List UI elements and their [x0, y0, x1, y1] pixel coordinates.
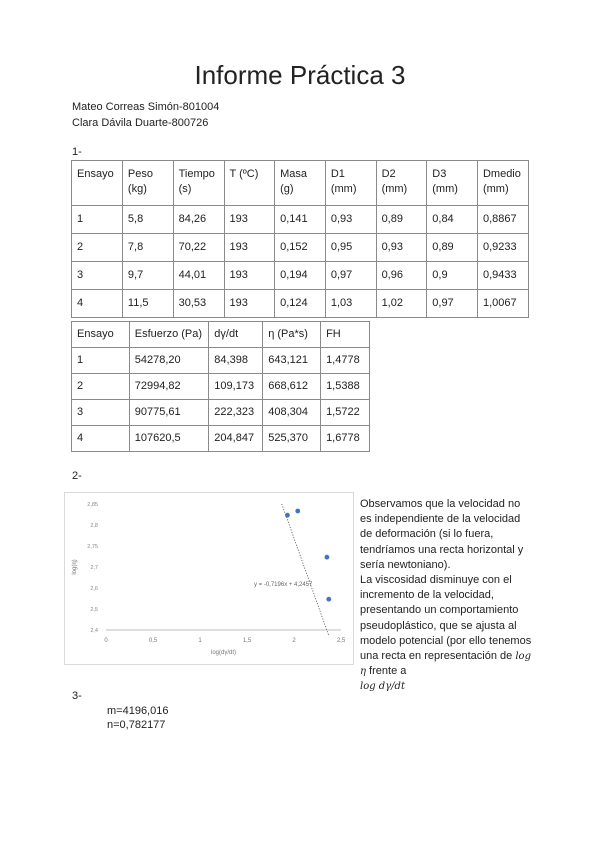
math-log-eta: log η	[360, 651, 531, 678]
samples-table-row	[72, 234, 529, 262]
section-1-label: 1-	[72, 146, 82, 158]
results-table-cell: 668,612	[263, 374, 321, 400]
data-point	[285, 513, 290, 518]
samples-table-cell: 0,152	[275, 234, 326, 262]
y-tick-label: 2,75	[87, 544, 98, 550]
results-table-cell: 525,370	[263, 426, 321, 452]
samples-table-cell: 0,93	[325, 206, 376, 234]
samples-table-header-cell: Ensayo	[72, 161, 123, 206]
y-tick-label: 2,6	[90, 586, 98, 592]
samples-table-cell: 70,22	[173, 234, 224, 262]
samples-table-cell: 5,8	[122, 206, 173, 234]
result-m: m=4196,016	[107, 705, 169, 717]
samples-table-header-cell: Peso (kg)	[122, 161, 173, 206]
samples-table-row	[72, 290, 529, 318]
samples-table-cell: 193	[224, 262, 275, 290]
results-table-cell: 2	[72, 374, 130, 400]
samples-table-cell: 84,26	[173, 206, 224, 234]
x-tick-label: 0	[104, 638, 108, 644]
y-tick-label: 2,8	[90, 523, 98, 529]
samples-table-row	[72, 206, 529, 234]
results-table-cell: 204,847	[209, 426, 263, 452]
results-table-cell: 90775,61	[129, 400, 209, 426]
y-tick-label: 2,4	[90, 628, 98, 634]
x-tick-label: 2,5	[336, 638, 346, 644]
samples-table-header-cell: Masa (g)	[275, 161, 326, 206]
results-table-cell: 3	[72, 400, 130, 426]
samples-table-cell: 11,5	[122, 290, 173, 318]
results-table-header-cell: dγ/dt	[209, 322, 263, 348]
x-tick-label: 0,5	[148, 638, 158, 644]
samples-table-cell: 3	[72, 262, 123, 290]
samples-table-cell: 1,02	[376, 290, 427, 318]
results-table-cell: 1,5722	[321, 400, 370, 426]
y-tick-label: 2,5	[90, 607, 98, 613]
data-point	[326, 597, 331, 602]
samples-table-header-cell: T (ºC)	[224, 161, 275, 206]
results-table-header-cell: Ensayo	[72, 322, 130, 348]
samples-table-cell: 0,97	[427, 290, 478, 318]
samples-table-cell: 0,124	[275, 290, 326, 318]
samples-table-header-cell: Tiempo (s)	[173, 161, 224, 206]
y-tick-label: 2,85	[87, 502, 98, 508]
samples-table-cell: 0,9233	[477, 234, 528, 262]
document-title: Informe Práctica 3	[194, 60, 406, 90]
samples-table-row	[72, 262, 529, 290]
samples-table-header-cell: D1 (mm)	[325, 161, 376, 206]
results-table-header-cell: Esfuerzo (Pa)	[129, 322, 209, 348]
samples-table-cell: 0,95	[325, 234, 376, 262]
results-table-cell: 1,4778	[321, 348, 370, 374]
samples-table-cell: 0,9	[427, 262, 478, 290]
samples-table-cell: 1	[72, 206, 123, 234]
results-table-row	[72, 348, 370, 374]
samples-table-cell: 44,01	[173, 262, 224, 290]
results-table-cell: 72994,82	[129, 374, 209, 400]
samples-table-cell: 0,141	[275, 206, 326, 234]
data-point	[325, 555, 330, 560]
samples-table-cell: 1,03	[325, 290, 376, 318]
samples-table-cell: 30,53	[173, 290, 224, 318]
samples-table-cell: 0,97	[325, 262, 376, 290]
y-tick-label: 2,7	[90, 565, 98, 571]
x-tick-label: 1,5	[242, 638, 252, 644]
samples-table-cell: 193	[224, 234, 275, 262]
viscosity-scatter-chart	[64, 492, 354, 665]
y-axis-label: log(η)	[72, 559, 78, 575]
trendline-equation: y = -0,7196x + 4,2457	[254, 582, 313, 588]
results-table-cell: 408,304	[263, 400, 321, 426]
analysis-paragraph	[360, 497, 532, 695]
results-table-row	[72, 374, 370, 400]
results-table-header-cell: η (Pa*s)	[263, 322, 321, 348]
analysis-text: Observamos que la velocidad no es independiente de la velocidad de deformación (si lo fuera, tendríamos una recta horizontal y sería newtoniano). La viscosidad disminuye con el incremento de la velocidad, presentando un comportamiento pseudoplástico, que se ajusta al modelo potencial (por ello tenemos una recta en representación de	[360, 498, 532, 663]
samples-table	[71, 160, 529, 318]
results-table-cell: 84,398	[209, 348, 263, 374]
results-table-row	[72, 400, 370, 426]
results-table-cell: 1,5388	[321, 374, 370, 400]
samples-table-cell: 0,8867	[477, 206, 528, 234]
results-table-cell: 1	[72, 348, 130, 374]
results-table-cell: 643,121	[263, 348, 321, 374]
author-2: Clara Dávila Duarte-800726	[72, 117, 209, 129]
x-tick-label: 1	[198, 638, 202, 644]
samples-table-header-cell: D2 (mm)	[376, 161, 427, 206]
samples-table-header-cell: Dmedio (mm)	[477, 161, 528, 206]
results-table-row	[72, 426, 370, 452]
result-n: n=0,782177	[107, 719, 166, 731]
section-3-label: 3-	[72, 690, 82, 702]
samples-table-cell: 0,96	[376, 262, 427, 290]
samples-table-cell: 0,84	[427, 206, 478, 234]
x-tick-label: 2	[292, 638, 296, 644]
results-table-cell: 109,173	[209, 374, 263, 400]
samples-table-cell: 0,89	[427, 234, 478, 262]
samples-table-cell: 4	[72, 290, 123, 318]
author-1: Mateo Correas Simón-801004	[72, 101, 220, 113]
x-axis-label: log(dγ/dt)	[210, 650, 237, 656]
results-table-cell: 4	[72, 426, 130, 452]
analysis-text-mid: frente a	[366, 665, 407, 678]
samples-table-cell: 1,0067	[477, 290, 528, 318]
results-table-header-cell: FH	[321, 322, 370, 348]
results-table-cell: 222,323	[209, 400, 263, 426]
results-table-cell: 1,6778	[321, 426, 370, 452]
samples-table-cell: 0,89	[376, 206, 427, 234]
samples-table-cell: 7,8	[122, 234, 173, 262]
math-log-shear-rate: log dγ/dt	[360, 681, 405, 693]
samples-table-cell: 193	[224, 206, 275, 234]
samples-table-cell: 0,93	[376, 234, 427, 262]
samples-table-cell: 0,9433	[477, 262, 528, 290]
data-point	[295, 509, 300, 514]
results-table-cell: 54278,20	[129, 348, 209, 374]
section-2-label: 2-	[72, 470, 82, 482]
samples-table-cell: 0,194	[275, 262, 326, 290]
samples-table-cell: 9,7	[122, 262, 173, 290]
samples-table-header-cell: D3 (mm)	[427, 161, 478, 206]
chart-border	[65, 493, 354, 665]
results-table	[71, 321, 370, 452]
samples-table-cell: 193	[224, 290, 275, 318]
results-table-cell: 107620,5	[129, 426, 209, 452]
samples-table-cell: 2	[72, 234, 123, 262]
